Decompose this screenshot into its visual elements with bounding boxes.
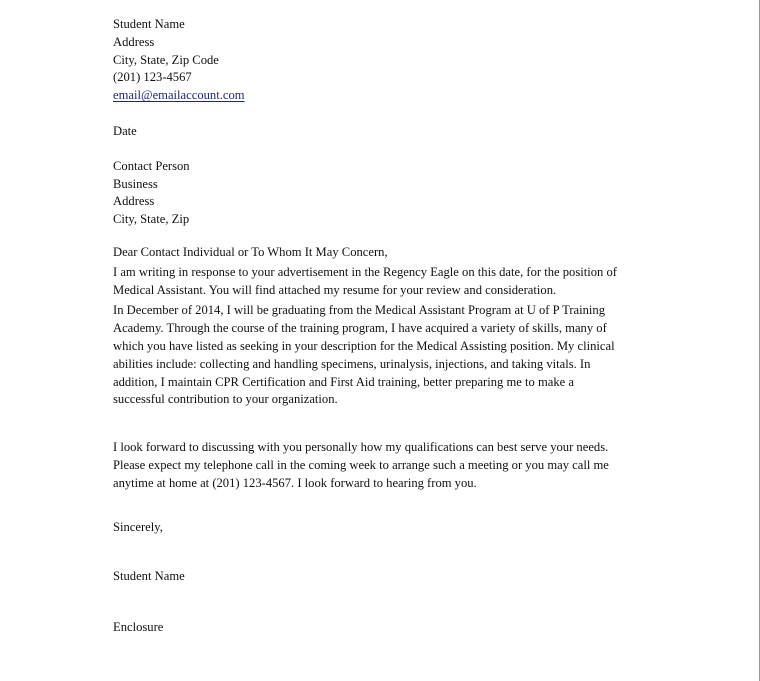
date-block bbox=[113, 123, 673, 141]
paragraph-1 bbox=[113, 264, 673, 300]
cover-letter bbox=[113, 16, 673, 637]
closing-block bbox=[113, 519, 673, 537]
paragraph-line: successful contribution to your organization. bbox=[113, 392, 338, 407]
greeting: Dear Contact Individual or To Whom It May Concern, bbox=[113, 244, 388, 259]
paragraph-line: Please expect my telephone call in the coming week to arrange such a meeting or you may call me bbox=[113, 457, 609, 472]
paragraph-line: I look forward to discussing with you personally how my qualifications can best serve your needs. bbox=[113, 440, 609, 455]
sender-phone: (201) 123-4567 bbox=[113, 70, 192, 85]
recipient-business: Business bbox=[113, 176, 158, 191]
paragraph-2 bbox=[113, 302, 673, 409]
recipient-city-state-zip: City, State, Zip bbox=[113, 212, 190, 227]
recipient-address: Address bbox=[113, 194, 155, 209]
closing: Sincerely, bbox=[113, 519, 163, 534]
greeting-block bbox=[113, 244, 673, 262]
sender-email-link[interactable]: email@emailaccount.com bbox=[113, 88, 245, 103]
sender-address: Address bbox=[113, 34, 155, 49]
paragraph-line: addition, I maintain CPR Certification and First Aid training, better preparing me to make a bbox=[113, 374, 574, 389]
paragraph-line: anytime at home at (201) 123-4567. I look forward to hearing from you. bbox=[113, 475, 477, 490]
enclosure-block bbox=[113, 619, 673, 637]
paragraph-line: Medical Assistant. You will find attached my resume for your review and consideration. bbox=[113, 282, 557, 297]
paragraph-line: which you have listed as seeking in your description for the Medical Assisting position. My clinical bbox=[113, 338, 615, 353]
signature-block bbox=[113, 568, 673, 586]
sender-name: Student Name bbox=[113, 17, 185, 31]
recipient-block bbox=[113, 158, 673, 229]
sender-city-state-zip: City, State, Zip Code bbox=[113, 52, 219, 67]
sender-block bbox=[113, 16, 673, 105]
paragraph-3 bbox=[113, 439, 673, 492]
paragraph-line: In December of 2014, I will be graduating from the Medical Assistant Program at U of P Training bbox=[113, 303, 605, 318]
letter-date: Date bbox=[113, 123, 137, 138]
paragraph-line: abilities include: collecting and handling specimens, urinalysis, injections, and taking vitals. In bbox=[113, 356, 591, 371]
paragraph-line: Academy. Through the course of the training program, I have acquired a variety of skills, many of bbox=[113, 321, 607, 336]
paragraph-line: I am writing in response to your advertisement in the Regency Eagle on this date, for the position of bbox=[113, 264, 617, 279]
signature-name: Student Name bbox=[113, 569, 185, 584]
recipient-contact: Contact Person bbox=[113, 158, 190, 173]
enclosure-label: Enclosure bbox=[113, 620, 164, 635]
